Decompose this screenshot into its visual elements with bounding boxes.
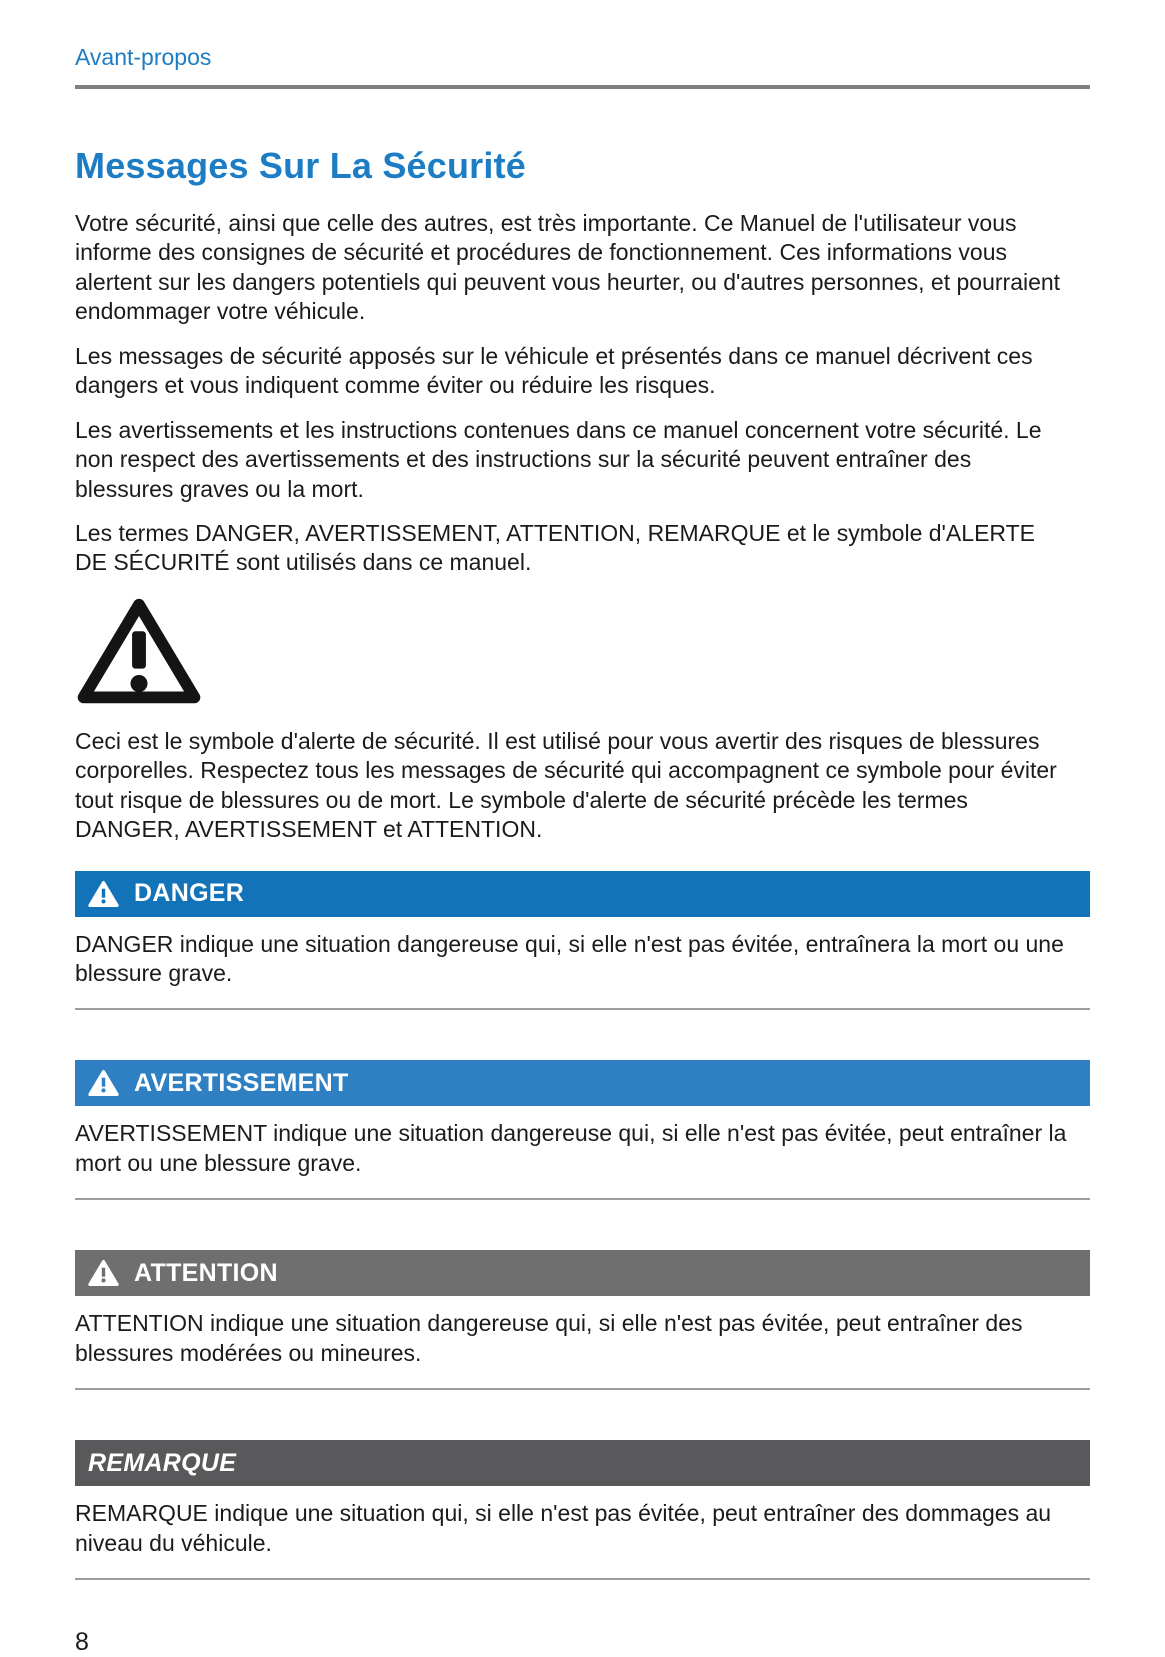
notice-description: REMARQUE indique une situation qui, si elle n'est pas évitée, peut entraîner des dommages au niveau du véhicule. bbox=[75, 1500, 1052, 1556]
breadcrumb: Avant-propos bbox=[75, 44, 212, 70]
warning-triangle-icon bbox=[88, 880, 119, 908]
notice-banner bbox=[75, 1440, 1090, 1486]
intro-paragraph-4: Les termes DANGER, AVERTISSEMENT, ATTENTION, REMARQUE et le symbole d'ALERTE DE SÉCURITÉ sont utilisés dans ce manuel. bbox=[75, 519, 1035, 576]
header-divider bbox=[75, 85, 1090, 89]
page-header bbox=[75, 44, 1090, 89]
warning-banner bbox=[75, 1060, 1090, 1106]
caution-banner bbox=[75, 1250, 1090, 1296]
intro-paragraph-2: Les messages de sécurité apposés sur le véhicule et présentés dans ce manuel décrivent ces dangers et vous indiquent comme éviter ou réduire les risques. bbox=[75, 342, 1033, 399]
caution-callout bbox=[75, 1250, 1090, 1390]
warning-description: AVERTISSEMENT indique une situation dangereuse qui, si elle n'est pas évitée, peut entraîner la mort ou une blessure grave. bbox=[75, 1120, 1067, 1176]
danger-description: DANGER indique une situation dangereuse qui, si elle n'est pas évitée, entraînera la mort ou une blessure grave. bbox=[75, 930, 1064, 986]
section-divider bbox=[75, 1578, 1090, 1580]
page-title: Messages Sur La Sécurité bbox=[75, 145, 527, 186]
section-divider bbox=[75, 1198, 1090, 1200]
section-divider bbox=[75, 1008, 1090, 1010]
warning-banner-label: AVERTISSEMENT bbox=[134, 1068, 349, 1097]
intro-paragraph-1: Votre sécurité, ainsi que celle des autres, est très importante. Ce Manuel de l'utilisateur vous informe des consignes de sécurité et procédures de fonctionnement. Ces informations vous alertent sur les dangers potentiels qui peuvent vous heurter, ou d'autres personnes, et pourraient endommager votre véhicule. bbox=[75, 210, 1061, 325]
notice-banner-label: REMARQUE bbox=[88, 1448, 237, 1477]
section-divider bbox=[75, 1388, 1090, 1390]
caution-description: ATTENTION indique une situation dangereuse qui, si elle n'est pas évitée, peut entraîner des blessures modérées ou mineures. bbox=[75, 1310, 1023, 1366]
safety-alert-icon bbox=[75, 594, 1090, 707]
intro-paragraph-3: Les avertissements et les instructions contenues dans ce manuel concernent votre sécurité. Le non respect des avertissements et des instructions sur la sécurité peuvent entraîner des blessures graves ou la mort. bbox=[75, 416, 1042, 502]
symbol-explanation-paragraph: Ceci est le symbole d'alerte de sécurité. Il est utilisé pour vous avertir des risques de blessures corporelles. Respectez tous les messages de sécurité qui accompagnent ce symbole pour éviter tout risque de blessures ou de mort. Le symbole d'alerte de sécurité précède les termes DANGER, AVERTISSEMENT et ATTENTION. bbox=[75, 727, 1057, 843]
warning-triangle-icon bbox=[88, 1259, 119, 1287]
notice-callout bbox=[75, 1440, 1090, 1580]
page-content bbox=[75, 145, 1090, 1580]
page-number: 8 bbox=[75, 1628, 89, 1657]
warning-callout bbox=[75, 1060, 1090, 1200]
danger-banner bbox=[75, 871, 1090, 917]
caution-banner-label: ATTENTION bbox=[134, 1258, 278, 1287]
danger-callout bbox=[75, 871, 1090, 1011]
danger-banner-label: DANGER bbox=[134, 879, 245, 908]
warning-triangle-icon bbox=[88, 1069, 119, 1097]
